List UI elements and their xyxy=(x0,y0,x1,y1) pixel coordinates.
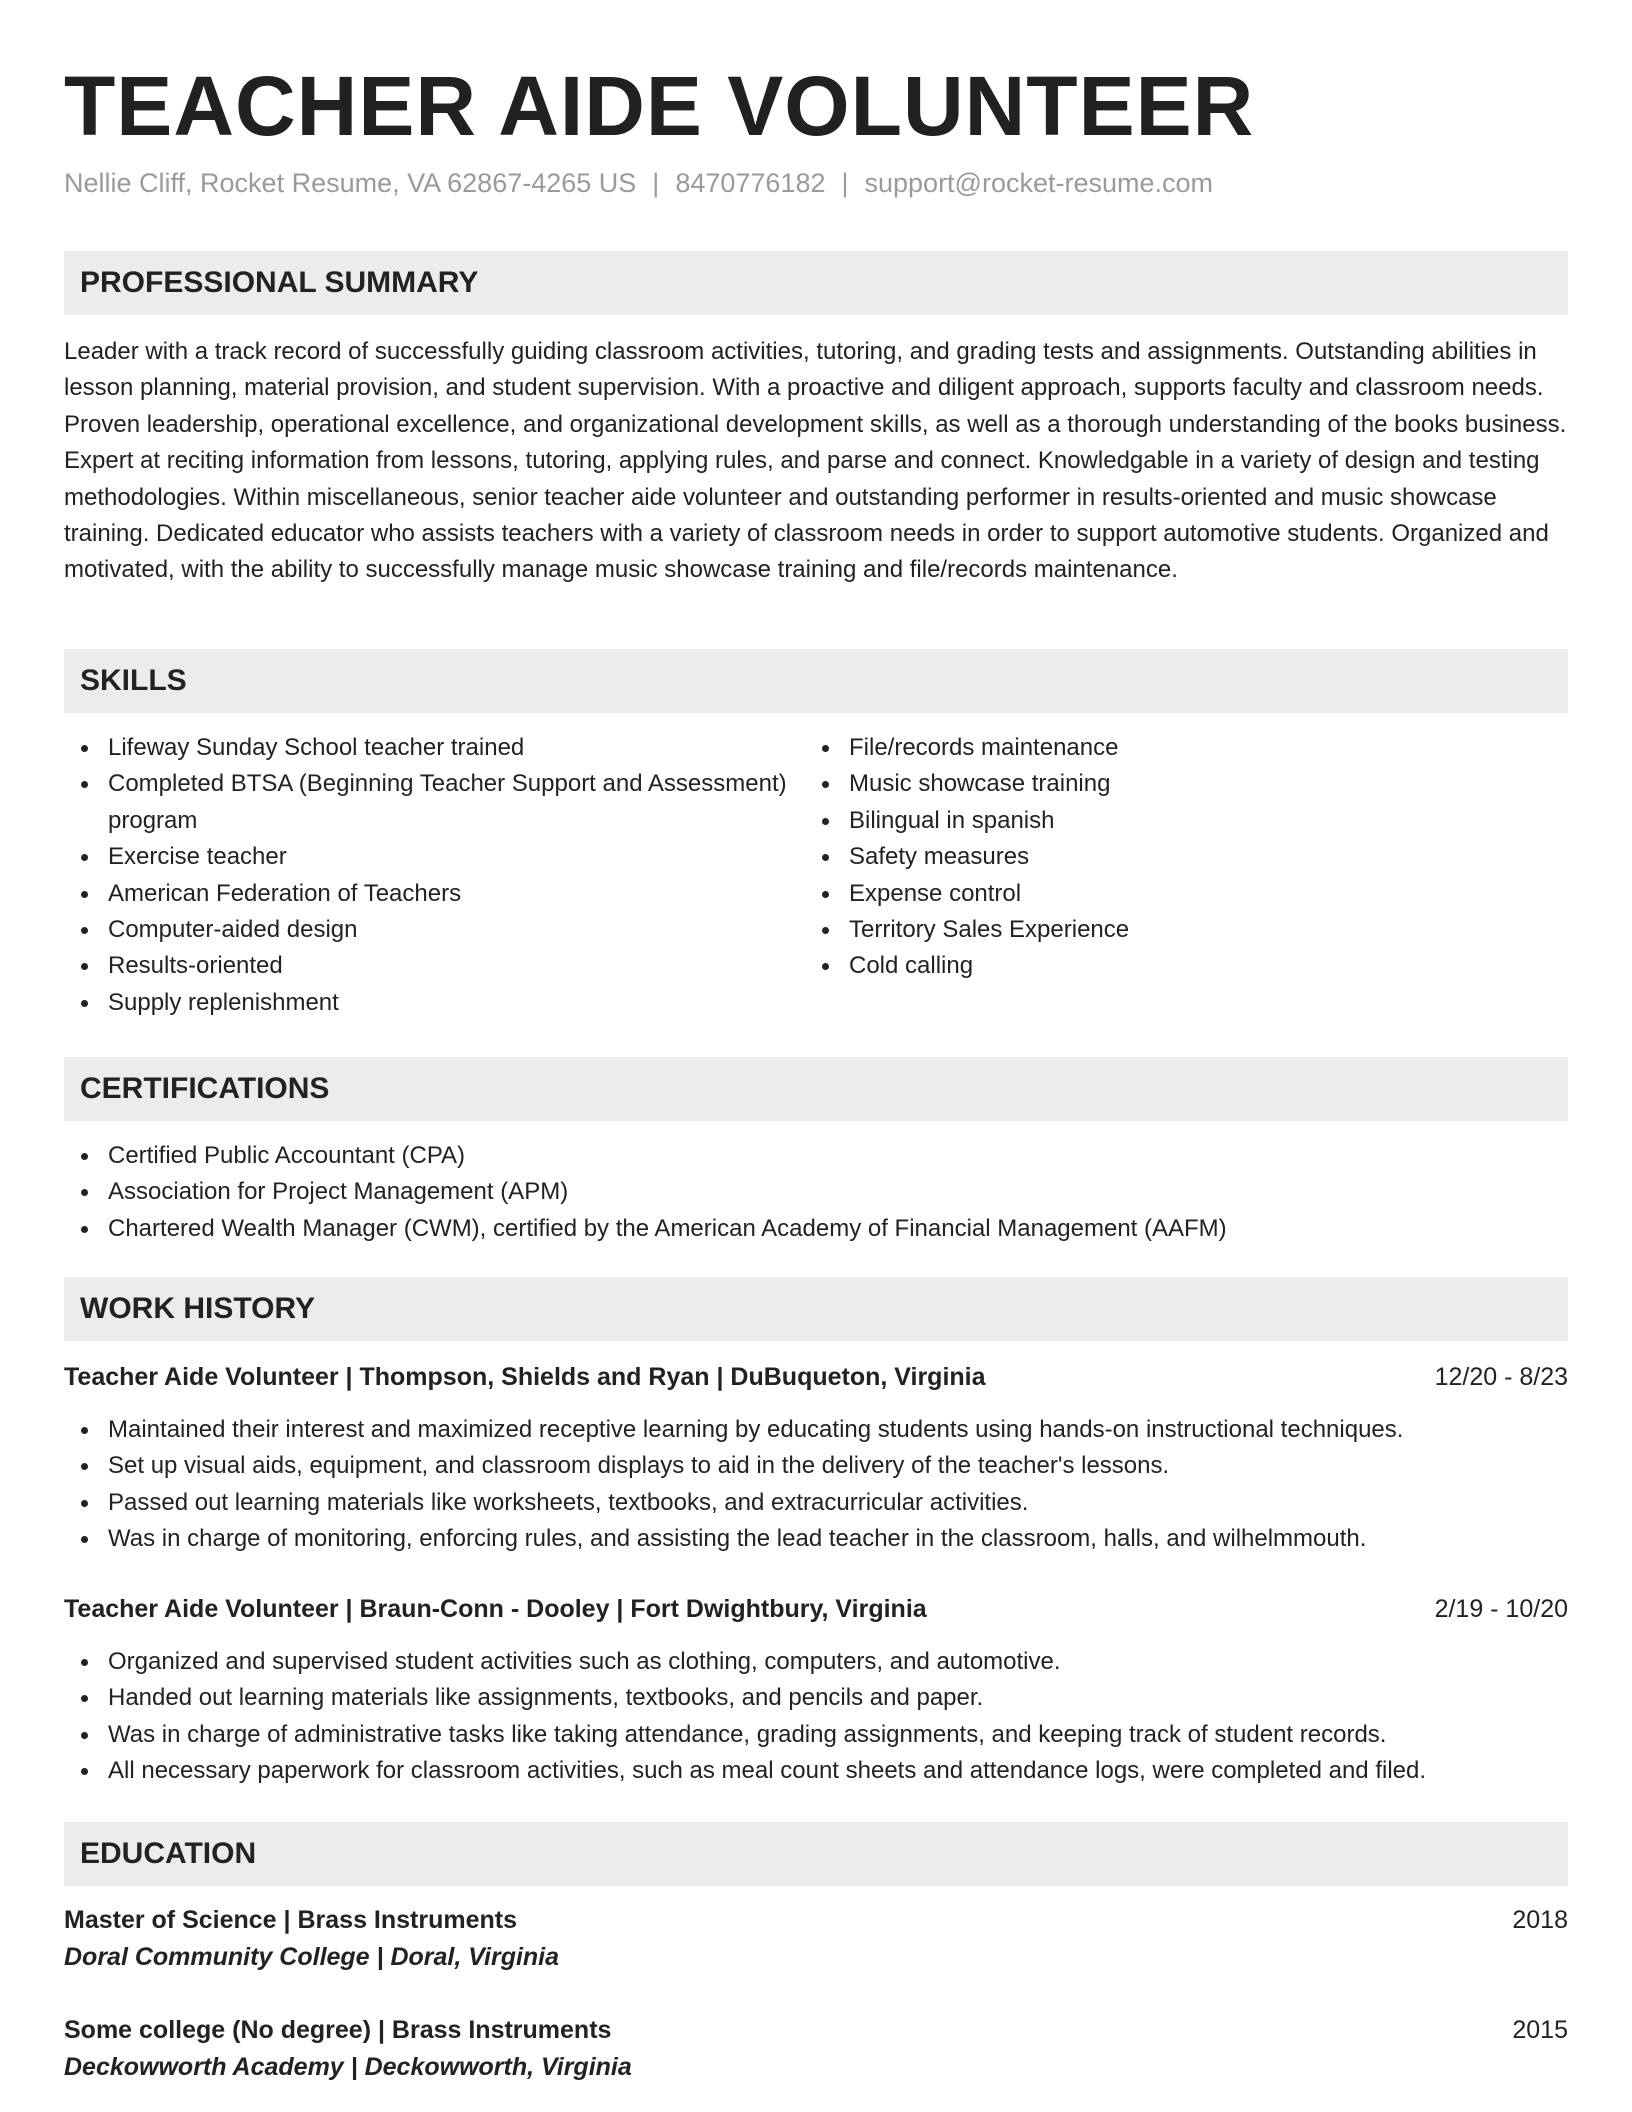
resume-name: TEACHER AIDE VOLUNTEER xyxy=(64,59,1255,153)
contact-line xyxy=(64,165,1213,201)
skill-item: Music showcase training xyxy=(849,766,1569,802)
job-bullet: Set up visual aids, equipment, and classroom displays to aid in the delivery of the teacher's lessons. xyxy=(108,1448,1568,1484)
skill-item: Results-oriented xyxy=(108,948,878,984)
job-bullets xyxy=(64,1644,1568,1790)
education-school: Deckowworth Academy | Deckowworth, Virginia xyxy=(64,2053,632,2081)
skills-list-left xyxy=(64,730,878,1021)
job-bullet: Organized and supervised student activities such as clothing, computers, and automotive. xyxy=(108,1644,1568,1680)
contact-address: Nellie Cliff, Rocket Resume, VA 62867-4265 US xyxy=(64,168,637,198)
certification-item: Chartered Wealth Manager (CWM), certified by the American Academy of Financial Management (AAFM) xyxy=(108,1211,1568,1247)
certifications-heading: CERTIFICATIONS xyxy=(80,1072,330,1105)
skills-heading: SKILLS xyxy=(80,664,187,697)
job-bullet: Maintained their interest and maximized receptive learning by educating students using hands-on instructional techniques. xyxy=(108,1412,1568,1448)
skill-item: Bilingual in spanish xyxy=(849,803,1569,839)
summary-text: Leader with a track record of successfully guiding classroom activities, tutoring, and grading tests and assignments. Outstanding abilities in lesson planning, material provision, and student supervision. With a proactive and diligent approach, supports faculty and classroom needs. Proven leadership, operational excellence, and organizational development skills, as well as a thorough understanding of the books business. Expert at reciting information from lessons, tutoring, applying rules, and parse and connect. Knowledgable in a variety of design and testing methodologies. Within miscellaneous, senior teacher aide volunteer and outstanding performer in results-oriented and music showcase training. Dedicated educator who assists teachers with a variety of classroom needs in order to support automotive students. Organized and motivated, with the ability to successfully manage music showcase training and file/records maintenance. xyxy=(64,338,1567,584)
skills-list-right xyxy=(805,730,1569,985)
job-bullet: Passed out learning materials like worksheets, textbooks, and extracurricular activities. xyxy=(108,1485,1568,1521)
education-year: 2018 xyxy=(1512,1906,1568,1934)
education-school: Doral Community College | Doral, Virginia xyxy=(64,1943,560,1971)
job-bullet: Handed out learning materials like assignments, textbooks, and pencils and paper. xyxy=(108,1680,1568,1716)
skill-item: File/records maintenance xyxy=(849,730,1569,766)
job-bullets xyxy=(64,1412,1568,1558)
job-dates: 2/19 - 10/20 xyxy=(1434,1595,1568,1623)
skill-item: Completed BTSA (Beginning Teacher Support and Assessment) program xyxy=(108,766,878,839)
skill-item: Territory Sales Experience xyxy=(849,912,1569,948)
certification-item: Association for Project Management (APM) xyxy=(108,1174,1568,1210)
skill-item: Computer-aided design xyxy=(108,912,878,948)
education-year: 2015 xyxy=(1512,2016,1568,2044)
job-title: Teacher Aide Volunteer | Braun-Conn - Dooley | Fort Dwightbury, Virginia xyxy=(64,1595,927,1623)
certification-item: Certified Public Accountant (CPA) xyxy=(108,1138,1568,1174)
skill-item: Safety measures xyxy=(849,839,1569,875)
certifications-list xyxy=(64,1138,1568,1247)
contact-email: support@rocket-resume.com xyxy=(864,168,1214,198)
certifications-section-header xyxy=(64,1057,1568,1121)
contact-phone: 8470776182 xyxy=(675,168,826,198)
skill-item: Expense control xyxy=(849,876,1569,912)
summary-heading: PROFESSIONAL SUMMARY xyxy=(80,266,479,299)
contact-separator: | xyxy=(652,168,660,198)
skill-item: Supply replenishment xyxy=(108,985,878,1021)
work-section-header xyxy=(64,1277,1568,1341)
job-dates: 12/20 - 8/23 xyxy=(1434,1363,1568,1391)
job-bullet: Was in charge of monitoring, enforcing rules, and assisting the lead teacher in the classroom, halls, and wilhelmmouth. xyxy=(108,1521,1568,1557)
job-title: Teacher Aide Volunteer | Thompson, Shields and Ryan | DuBuqueton, Virginia xyxy=(64,1363,986,1391)
contact-separator: | xyxy=(841,168,849,198)
skill-item: Exercise teacher xyxy=(108,839,878,875)
skills-section-header xyxy=(64,649,1568,713)
education-degree: Some college (No degree) | Brass Instruments xyxy=(64,2016,612,2044)
skill-item: Lifeway Sunday School teacher trained xyxy=(108,730,878,766)
summary-section-header xyxy=(64,251,1568,315)
education-heading: EDUCATION xyxy=(80,1837,257,1870)
education-section-header xyxy=(64,1822,1568,1886)
job-bullet: All necessary paperwork for classroom activities, such as meal count sheets and attendance logs, were completed and filed. xyxy=(108,1753,1568,1789)
work-heading: WORK HISTORY xyxy=(80,1292,316,1325)
skill-item: Cold calling xyxy=(849,948,1569,984)
skill-item: American Federation of Teachers xyxy=(108,876,878,912)
job-bullet: Was in charge of administrative tasks like taking attendance, grading assignments, and keeping track of student records. xyxy=(108,1717,1568,1753)
education-degree: Master of Science | Brass Instruments xyxy=(64,1906,517,1934)
